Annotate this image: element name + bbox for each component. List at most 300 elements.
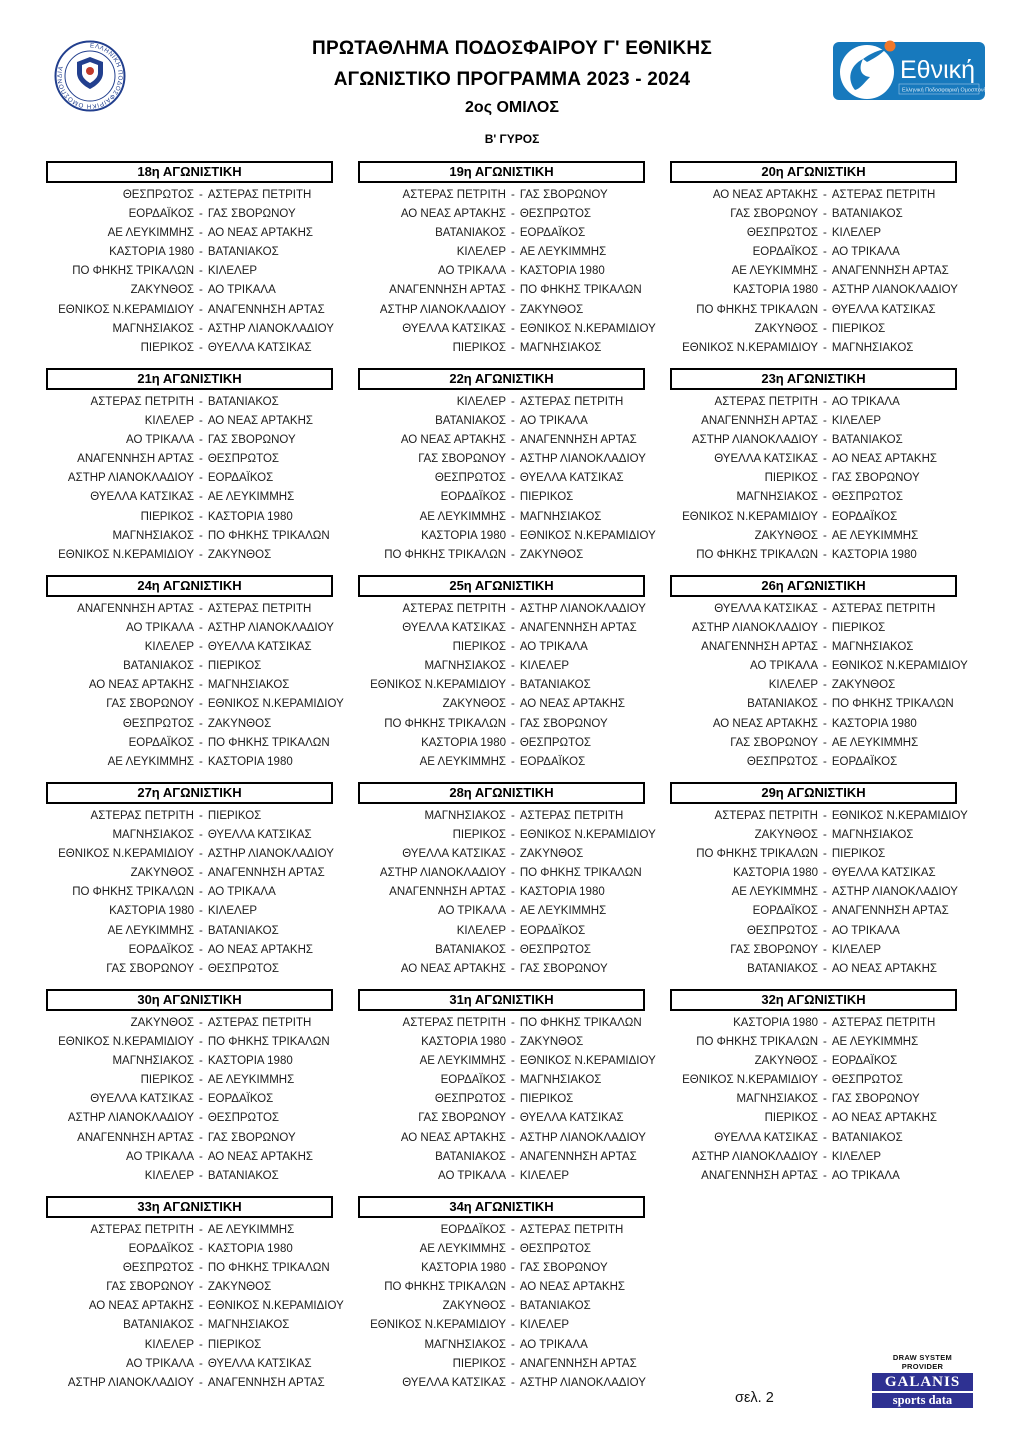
match-row (670, 1109, 957, 1128)
home-team: ΑΕ ΛΕΥΚΙΜΜΗΣ (731, 886, 818, 899)
match-row (46, 826, 333, 845)
match-row (46, 1336, 333, 1355)
match-row (46, 1221, 333, 1240)
vs-separator: - (511, 472, 515, 485)
away-team: ΒΑΤΑΝΙΑΚΟΣ (831, 208, 903, 221)
away-team: ΑΕ ΛΕΥΚΙΜΜΗΣ (207, 1224, 295, 1236)
away-team: ΑΟ ΝΕΑΣ ΑΡΤΑΚΗΣ (831, 453, 937, 466)
home-team: ΑΣΤΗΡ ΛΙΑΝΟΚΛΑΔΙΟΥ (691, 622, 818, 635)
matchday-block (670, 575, 968, 769)
away-team: ΑΟ ΤΡΙΚΑΛΑ (519, 415, 588, 428)
match-row (46, 676, 333, 695)
away-team: ΚΑΣΤΟΡΙΑ 1980 (207, 1243, 293, 1256)
home-team: ΜΑΓΝΗΣΙΑΚΟΣ (112, 829, 194, 842)
away-team: ΑΕ ΛΕΥΚΙΜΜΗΣ (831, 1036, 919, 1049)
vs-separator: - (199, 1319, 203, 1332)
home-team: ΘΥΕΛΛΑ ΚΑΤΣΙΚΑΣ (402, 848, 506, 861)
home-team: ΜΑΓΝΗΣΙΑΚΟΣ (112, 529, 194, 542)
match-row (358, 1109, 645, 1128)
vs-separator: - (511, 1357, 515, 1370)
match-row (46, 224, 333, 243)
matchday-grid (46, 161, 978, 1390)
away-team: ΠΙΕΡΙΚΟΣ (831, 622, 886, 635)
vs-separator: - (511, 434, 515, 447)
vs-separator: - (199, 1017, 203, 1029)
away-team: ΕΘΝΙΚΟΣ Ν.ΚΕΡΑΜΙΔΙΟΥ (519, 1055, 656, 1068)
vs-separator: - (199, 1338, 203, 1351)
vs-separator: - (199, 189, 203, 201)
match-row (670, 676, 957, 695)
matchday-body (670, 1011, 957, 1186)
vs-separator: - (511, 1074, 515, 1087)
away-team: ΑΕ ΛΕΥΚΙΜΜΗΣ (207, 1074, 295, 1087)
away-team: ΑΟ ΤΡΙΚΑΛΑ (831, 246, 900, 259)
home-team: ΖΑΚΥΝΘΟΣ (130, 284, 194, 297)
home-team: ΕΘΝΙΚΟΣ Ν.ΚΕΡΑΜΙΔΙΟΥ (58, 303, 194, 316)
sponsor-subtext: Ελληνική Ποδοσφαιρική Ομοσπονδία (902, 87, 985, 94)
home-team: ΓΑΣ ΣΒΟΡΩΝΟΥ (730, 943, 818, 956)
vs-separator: - (511, 886, 515, 899)
match-row (358, 734, 645, 753)
away-team: ΘΕΣΠΡΩΤΟΣ (831, 491, 904, 504)
match-row (46, 715, 333, 734)
match-row (670, 1014, 957, 1033)
home-team: ΑΣΤΕΡΑΣ ΠΕΤΡΙΤΗ (90, 1224, 194, 1236)
vs-separator: - (511, 1093, 515, 1106)
home-team: ΑΣΤΗΡ ΛΙΑΝΟΚΛΑΔΙΟΥ (379, 303, 506, 316)
home-team: ΕΟΡΔΑΪΚΟΣ (128, 943, 194, 956)
vs-separator: - (511, 1243, 515, 1256)
away-team: ΒΑΤΑΝΙΑΚΟΣ (207, 924, 279, 937)
home-team: ΕΟΡΔΑΪΚΟΣ (128, 736, 194, 749)
away-team: ΠΙΕΡΙΚΟΣ (831, 322, 886, 335)
match-row (46, 243, 333, 262)
vs-separator: - (823, 905, 827, 918)
away-team: ΠΟ ΦΗΚΗΣ ΤΡΙΚΑΛΩΝ (519, 284, 642, 297)
match-row (670, 638, 957, 657)
away-team: ΓΑΣ ΣΒΟΡΩΝΟΥ (831, 1093, 920, 1106)
match-row (46, 450, 333, 469)
matchday-block (46, 782, 333, 976)
match-row (46, 734, 333, 753)
home-team: ΠΙΕΡΙΚΟΣ (140, 341, 194, 354)
page-title: ΠΡΩΤΑΘΛΗΜΑ ΠΟΔΟΣΦΑΙΡΟΥ Γ' ΕΘΝΙΚΗΣ (312, 38, 712, 59)
away-team: ΠΙΕΡΙΚΟΣ (207, 810, 262, 822)
match-row (358, 1014, 645, 1033)
vs-separator: - (511, 622, 515, 635)
vs-separator: - (199, 1169, 203, 1182)
match-row (358, 1355, 645, 1374)
home-team: ΖΑΚΥΝΘΟΣ (442, 1300, 506, 1313)
away-team: ΚΙΛΕΛΕΡ (831, 943, 882, 956)
match-row (358, 243, 645, 262)
vs-separator: - (511, 1262, 515, 1275)
match-row (358, 1259, 645, 1278)
home-team: ΚΑΣΤΟΡΙΑ 1980 (421, 736, 506, 749)
match-row (358, 224, 645, 243)
home-team: ΜΑΓΝΗΣΙΑΚΟΣ (112, 1055, 194, 1068)
vs-separator: - (823, 717, 827, 730)
away-team: ΑΟ ΤΡΙΚΑΛΑ (207, 886, 276, 899)
match-row (358, 619, 645, 638)
away-team: ΓΑΣ ΣΒΟΡΩΝΟΥ (207, 1131, 296, 1144)
home-team: ΠΟ ΦΗΚΗΣ ΤΡΙΚΑΛΩΝ (696, 848, 818, 861)
matchday-title: 26η ΑΓΩΝΙΣΤΙΚΗ (670, 575, 957, 597)
home-team: ΑΟ ΝΕΑΣ ΑΡΤΑΚΗΣ (88, 679, 194, 692)
matchday-block (670, 782, 968, 976)
home-team: ΘΥΕΛΛΑ ΚΑΤΣΙΚΑΣ (714, 603, 818, 615)
home-team: ΑΣΤΕΡΑΣ ΠΕΤΡΙΤΗ (714, 810, 818, 822)
sponsor-logo (833, 38, 985, 102)
matchday-block (358, 989, 656, 1183)
vs-separator: - (823, 227, 827, 240)
away-team: ΖΑΚΥΝΘΟΣ (207, 1281, 272, 1294)
home-team: ΕΘΝΙΚΟΣ Ν.ΚΕΡΑΜΙΔΙΟΥ (370, 1319, 506, 1332)
match-row (670, 657, 968, 676)
match-row (358, 1336, 645, 1355)
match-row (358, 657, 645, 676)
match-row (46, 1278, 333, 1297)
vs-separator: - (511, 1131, 515, 1144)
away-team: ΖΑΚΥΝΘΟΣ (519, 548, 584, 561)
home-team: ΘΕΣΠΡΩΤΟΣ (746, 924, 818, 937)
vs-separator: - (199, 603, 203, 615)
away-team: ΚΑΣΤΟΡΙΑ 1980 (207, 1055, 293, 1068)
home-team: ΚΙΛΕΛΕΡ (456, 246, 506, 259)
vs-separator: - (199, 641, 203, 654)
home-team: ΜΑΓΝΗΣΙΑΚΟΣ (112, 322, 194, 335)
vs-separator: - (823, 755, 827, 768)
home-team: ΖΑΚΥΝΘΟΣ (754, 322, 818, 335)
vs-separator: - (511, 1224, 515, 1236)
away-team: ΒΑΤΑΝΙΑΚΟΣ (207, 396, 279, 408)
away-team: ΑΕ ΛΕΥΚΙΜΜΗΣ (207, 491, 295, 504)
vs-separator: - (511, 1281, 515, 1294)
home-team: ΑΟ ΤΡΙΚΑΛΑ (438, 265, 506, 278)
home-team: ΑΟ ΝΕΑΣ ΑΡΤΑΚΗΣ (88, 1300, 194, 1313)
home-team: ΑΟ ΤΡΙΚΑΛΑ (438, 1169, 506, 1182)
away-team: ΠΟ ΦΗΚΗΣ ΤΡΙΚΑΛΩΝ (519, 1017, 642, 1029)
vs-separator: - (511, 548, 515, 561)
match-row (46, 1240, 333, 1259)
vs-separator: - (199, 548, 203, 561)
match-row (46, 205, 333, 224)
home-team: ΑΝΑΓΕΝΝΗΣΗ ΑΡΤΑΣ (701, 1169, 818, 1182)
vs-separator: - (823, 1074, 827, 1087)
vs-separator: - (199, 1262, 203, 1275)
home-team: ΒΑΤΑΝΙΑΚΟΣ (435, 1150, 506, 1163)
home-team: ΒΑΤΑΝΙΑΚΟΣ (123, 1319, 194, 1332)
matchday-title: 21η ΑΓΩΝΙΣΤΙΚΗ (46, 368, 333, 390)
home-team: ΒΑΤΑΝΙΑΚΟΣ (435, 943, 506, 956)
group-label: 2ος ΟΜΙΛΟΣ (465, 99, 559, 116)
page-number: σελ. 2 (735, 1390, 774, 1406)
home-team: ΑΟ ΤΡΙΚΑΛΑ (126, 1357, 194, 1370)
vs-separator: - (199, 829, 203, 842)
away-team: ΑΣΤΕΡΑΣ ΠΕΤΡΙΤΗ (831, 603, 936, 615)
match-row (46, 1071, 333, 1090)
home-team: ΠΟ ΦΗΚΗΣ ΤΡΙΚΑΛΩΝ (72, 886, 194, 899)
matchday-body (46, 597, 344, 772)
vs-separator: - (199, 1093, 203, 1106)
vs-separator: - (199, 962, 203, 975)
away-team: ΚΙΛΕΛΕΡ (207, 265, 258, 278)
match-row (358, 922, 645, 941)
matchday-block (358, 1196, 645, 1390)
away-team: ΑΣΤΗΡ ΛΙΑΝΟΚΛΑΔΙΟΥ (207, 622, 334, 635)
vs-separator: - (511, 736, 515, 749)
match-row (670, 1033, 957, 1052)
home-team: ΓΑΣ ΣΒΟΡΩΝΟΥ (418, 453, 506, 466)
away-team: ΖΑΚΥΝΘΟΣ (207, 548, 272, 561)
matchday-body (358, 597, 645, 772)
match-row (46, 753, 333, 772)
vs-separator: - (511, 510, 515, 523)
match-row (358, 753, 645, 772)
matchday-body (46, 1011, 333, 1186)
match-row (670, 826, 957, 845)
away-team: ΚΙΛΕΛΕΡ (831, 227, 882, 240)
vs-separator: - (823, 679, 827, 692)
provider-logo (872, 1353, 973, 1408)
vs-separator: - (511, 1376, 515, 1389)
match-row (358, 301, 645, 320)
away-team: ΜΑΓΝΗΣΙΑΚΟΣ (831, 641, 914, 654)
match-row (46, 845, 333, 864)
match-row (670, 902, 957, 921)
away-team: ΖΑΚΥΝΘΟΣ (519, 848, 584, 861)
vs-separator: - (199, 1224, 203, 1236)
home-team: ΑΟ ΝΕΑΣ ΑΡΤΑΚΗΣ (400, 962, 506, 975)
home-team: ΚΑΣΤΟΡΙΑ 1980 (733, 867, 818, 880)
home-team: ΚΑΣΤΟΡΙΑ 1980 (421, 1262, 506, 1275)
match-row (46, 1033, 333, 1052)
vs-separator: - (823, 1169, 827, 1182)
away-team: ΕΘΝΙΚΟΣ Ν.ΚΕΡΑΜΙΔΙΟΥ (207, 698, 344, 711)
match-row (46, 864, 333, 883)
home-team: ΘΕΣΠΡΩΤΟΣ (122, 1262, 194, 1275)
matchday-body (46, 390, 333, 565)
match-row (670, 922, 957, 941)
away-team: ΑΝΑΓΕΝΝΗΣΗ ΑΡΤΑΣ (519, 622, 637, 635)
away-team: ΑΣΤΕΡΑΣ ΠΕΤΡΙΤΗ (519, 396, 624, 408)
away-team: ΕΟΡΔΑΪΚΟΣ (207, 1093, 274, 1106)
match-row (46, 1297, 344, 1316)
home-team: ΠΙΕΡΙΚΟΣ (452, 341, 506, 354)
vs-separator: - (511, 491, 515, 504)
away-team: ΚΑΣΤΟΡΙΑ 1980 (831, 717, 917, 730)
match-row (358, 695, 645, 714)
home-team: ΘΕΣΠΡΩΤΟΣ (434, 472, 506, 485)
match-row (46, 1090, 333, 1109)
matchday-body (358, 1011, 656, 1186)
match-row (358, 508, 645, 527)
home-team: ΑΝΑΓΕΝΝΗΣΗ ΑΡΤΑΣ (389, 284, 506, 297)
match-row (358, 1316, 645, 1335)
home-team: ΕΟΡΔΑΪΚΟΣ (440, 491, 506, 504)
match-row (358, 864, 645, 883)
away-team: ΚΑΣΤΟΡΙΑ 1980 (519, 265, 605, 278)
away-team: ΑΟ ΝΕΑΣ ΑΡΤΑΚΗΣ (207, 415, 313, 428)
away-team: ΓΑΣ ΣΒΟΡΩΝΟΥ (519, 1262, 608, 1275)
away-team: ΜΑΓΝΗΣΙΑΚΟΣ (831, 829, 914, 842)
away-team: ΑΣΤΕΡΑΣ ΠΕΤΡΙΤΗ (207, 1017, 312, 1029)
matchday-title: 32η ΑΓΩΝΙΣΤΙΚΗ (670, 989, 957, 1011)
vs-separator: - (823, 810, 827, 822)
away-team: ΕΘΝΙΚΟΣ Ν.ΚΕΡΑΜΙΔΙΟΥ (519, 322, 656, 335)
away-team: ΘΥΕΛΛΑ ΚΑΤΣΙΚΑΣ (207, 641, 312, 654)
vs-separator: - (511, 679, 515, 692)
away-team: ΘΥΕΛΛΑ ΚΑΤΣΙΚΑΣ (519, 1112, 624, 1125)
away-team: ΑΣΤΕΡΑΣ ΠΕΤΡΙΤΗ (519, 810, 624, 822)
vs-separator: - (511, 905, 515, 918)
away-team: ΑΟ ΤΡΙΚΑΛΑ (519, 1338, 588, 1351)
vs-separator: - (199, 886, 203, 899)
match-row (46, 488, 333, 507)
match-row (670, 412, 957, 431)
match-row (46, 1148, 333, 1167)
home-team: ΠΟ ΦΗΚΗΣ ΤΡΙΚΑΛΩΝ (384, 548, 506, 561)
away-team: ΚΙΛΕΛΕΡ (519, 1319, 570, 1332)
matchday-title: 24η ΑΓΩΝΙΣΤΙΚΗ (46, 575, 333, 597)
away-team: ΑΟ ΝΕΑΣ ΑΡΤΑΚΗΣ (831, 1112, 937, 1125)
matchday-body (358, 1218, 645, 1393)
away-team: ΑΣΤΗΡ ΛΙΑΝΟΚΛΑΔΙΟΥ (207, 322, 334, 335)
away-team: ΘΥΕΛΛΑ ΚΑΤΣΙΚΑΣ (207, 1357, 312, 1370)
home-team: ΑΟ ΝΕΑΣ ΑΡΤΑΚΗΣ (712, 189, 818, 201)
vs-separator: - (199, 341, 203, 354)
home-team: ΑΝΑΓΕΝΝΗΣΗ ΑΡΤΑΣ (77, 1131, 194, 1144)
match-row (46, 527, 333, 546)
home-team: ΖΑΚΥΝΘΟΣ (130, 867, 194, 880)
matchday-body (46, 183, 333, 358)
home-team: ΑΟ ΤΡΙΚΑΛΑ (750, 660, 818, 673)
vs-separator: - (199, 1074, 203, 1087)
home-team: ΘΕΣΠΡΩΤΟΣ (746, 755, 818, 768)
matchday-body (670, 597, 968, 772)
away-team: ΘΕΣΠΡΩΤΟΣ (519, 736, 592, 749)
home-team: ΕΘΝΙΚΟΣ Ν.ΚΕΡΑΜΙΔΙΟΥ (58, 1036, 194, 1049)
vs-separator: - (511, 1036, 515, 1049)
home-team: ΚΑΣΤΟΡΙΑ 1980 (733, 284, 818, 297)
match-row (670, 281, 957, 300)
vs-separator: - (511, 1112, 515, 1125)
vs-separator: - (823, 1036, 827, 1049)
vs-separator: - (199, 246, 203, 259)
home-team: ΚΙΛΕΛΕΡ (144, 1169, 194, 1182)
away-team: ΘΥΕΛΛΑ ΚΑΤΣΙΚΑΣ (207, 341, 312, 354)
vs-separator: - (199, 698, 203, 711)
home-team: ΜΑΓΝΗΣΙΑΚΟΣ (424, 660, 506, 673)
away-team: ΚΙΛΕΛΕΡ (519, 660, 570, 673)
home-team: ΑΟ ΝΕΑΣ ΑΡΤΑΚΗΣ (712, 717, 818, 730)
away-team: ΚΙΛΕΛΕΡ (207, 905, 258, 918)
vs-separator: - (823, 472, 827, 485)
match-row (670, 186, 957, 205)
away-team: ΖΑΚΥΝΘΟΣ (519, 1036, 584, 1049)
away-team: ΑΟ ΤΡΙΚΑΛΑ (831, 1169, 900, 1182)
matchday-block (670, 989, 957, 1183)
away-team: ΒΑΤΑΝΙΑΚΟΣ (519, 1300, 591, 1313)
home-team: ΓΑΣ ΣΒΟΡΩΝΟΥ (730, 208, 818, 221)
away-team: ΠΙΕΡΙΚΟΣ (207, 1338, 262, 1351)
home-team: ΘΥΕΛΛΑ ΚΑΤΣΙΚΑΣ (90, 491, 194, 504)
home-team: ΑΕ ΛΕΥΚΙΜΜΗΣ (419, 510, 506, 523)
home-team: ΖΑΚΥΝΘΟΣ (442, 698, 506, 711)
home-team: ΚΑΣΤΟΡΙΑ 1980 (421, 1036, 506, 1049)
match-row (358, 807, 645, 826)
match-row (670, 527, 957, 546)
home-team: ΑΣΤΕΡΑΣ ΠΕΤΡΙΤΗ (90, 810, 194, 822)
home-team: ΠΟ ΦΗΚΗΣ ΤΡΙΚΑΛΩΝ (72, 265, 194, 278)
home-team: ΚΙΛΕΛΕΡ (144, 1338, 194, 1351)
vs-separator: - (199, 208, 203, 221)
match-row (46, 508, 333, 527)
home-team: ΕΘΝΙΚΟΣ Ν.ΚΕΡΑΜΙΔΙΟΥ (370, 679, 506, 692)
vs-separator: - (823, 622, 827, 635)
away-team: ΒΑΤΑΝΙΑΚΟΣ (831, 434, 903, 447)
away-team: ΠΟ ΦΗΚΗΣ ΤΡΙΚΑΛΩΝ (831, 698, 954, 711)
matchday-title: 22η ΑΓΩΝΙΣΤΙΚΗ (358, 368, 645, 390)
match-row (358, 450, 645, 469)
vs-separator: - (511, 867, 515, 880)
sponsor-name: Εθνική (900, 56, 976, 84)
match-row (46, 638, 333, 657)
matchday-title: 29η ΑΓΩΝΙΣΤΙΚΗ (670, 782, 957, 804)
vs-separator: - (199, 1112, 203, 1125)
matchday-block (46, 989, 333, 1183)
home-team: ΑΟ ΤΡΙΚΑΛΑ (438, 905, 506, 918)
match-row (358, 715, 645, 734)
match-row (670, 469, 957, 488)
vs-separator: - (511, 924, 515, 937)
match-row (358, 488, 645, 507)
match-row (358, 339, 645, 358)
match-row (670, 339, 957, 358)
away-team: ΑΣΤΗΡ ΛΙΑΝΟΚΛΑΔΙΟΥ (207, 848, 334, 861)
vs-separator: - (199, 1357, 203, 1370)
away-team: ΘΕΣΠΡΩΤΟΣ (207, 453, 280, 466)
provider-name: GALANIS (872, 1373, 973, 1393)
match-row (46, 281, 333, 300)
home-team: ΚΑΣΤΟΡΙΑ 1980 (733, 1017, 818, 1029)
home-team: ΒΑΤΑΝΙΑΚΟΣ (747, 698, 818, 711)
away-team: ΕΟΡΔΑΪΚΟΣ (519, 227, 586, 240)
away-team: ΚΑΣΤΟΡΙΑ 1980 (207, 755, 293, 768)
home-team: ΑΝΑΓΕΝΝΗΣΗ ΑΡΤΑΣ (389, 886, 506, 899)
match-row (46, 393, 333, 412)
home-team: ΚΙΛΕΛΕΡ (144, 641, 194, 654)
vs-separator: - (511, 453, 515, 466)
away-team: ΑΣΤΕΡΑΣ ΠΕΤΡΙΤΗ (207, 189, 312, 201)
vs-separator: - (511, 529, 515, 542)
matchday-body (46, 804, 333, 979)
away-team: ΑΕ ΛΕΥΚΙΜΜΗΣ (831, 736, 919, 749)
vs-separator: - (823, 641, 827, 654)
match-row (358, 1240, 645, 1259)
match-row (670, 1167, 957, 1186)
match-row (46, 431, 333, 450)
vs-separator: - (823, 698, 827, 711)
vs-separator: - (199, 848, 203, 861)
match-row (46, 186, 333, 205)
away-team: ΑΝΑΓΕΝΝΗΣΗ ΑΡΤΑΣ (831, 905, 949, 918)
away-team: ΠΙΕΡΙΚΟΣ (519, 491, 574, 504)
away-team: ΑΟ ΝΕΑΣ ΑΡΤΑΚΗΣ (207, 943, 313, 956)
away-team: ΓΑΣ ΣΒΟΡΩΝΟΥ (831, 472, 920, 485)
match-row (358, 1374, 645, 1393)
home-team: ΑΣΤΕΡΑΣ ΠΕΤΡΙΤΗ (90, 396, 194, 408)
